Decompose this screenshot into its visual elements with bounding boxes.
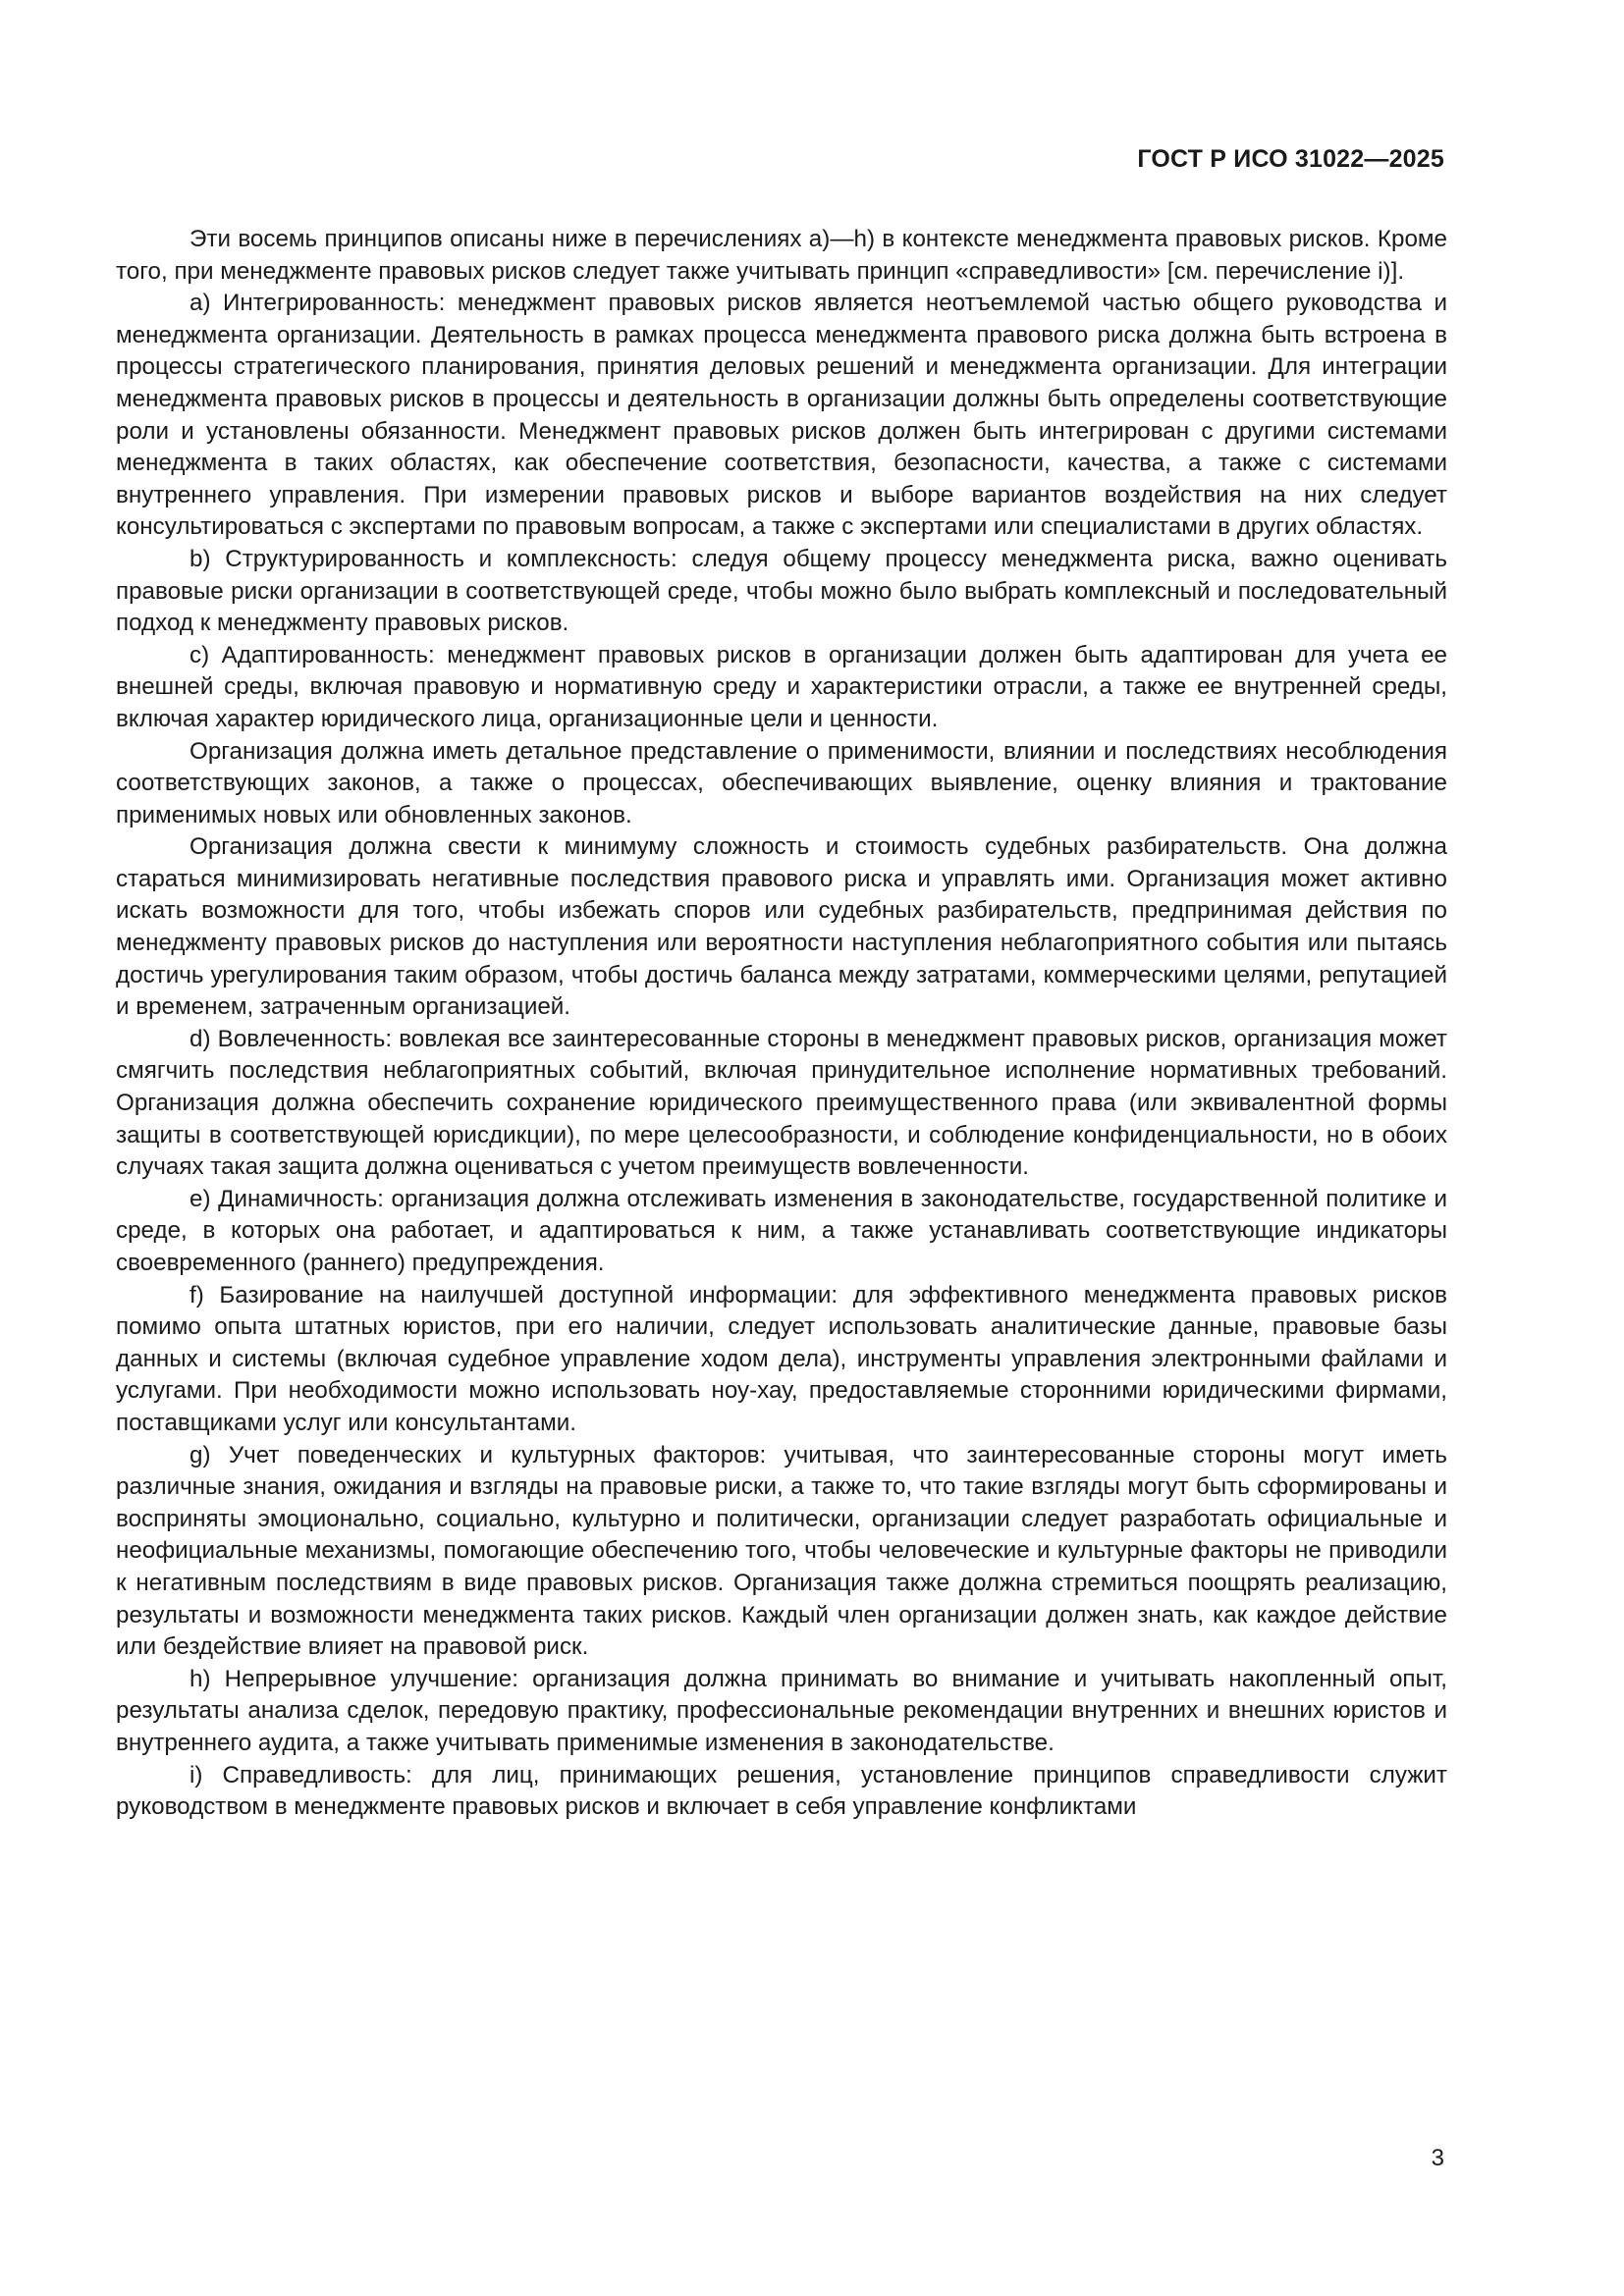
paragraph-a-integration: a) Интегрированность: менеджмент правовых рисков является неотъемлемой частью общего руководства и менеджмента организации. Деятельность в рамках процесса менеджмента правового риска должна быть встроена в процессы стратегического планирования, принятия деловых решений и менеджмента организации. Для интеграции менеджмента правовых рисков в процессы и деятельность в организации должны быть определены соответствующие роли и установлены обязанности. Менеджмент правовых рисков должен быть интегрирован с другими системами менеджмента в таких областях, как обеспечение соответствия, безопасности, качества, а также с системами внутреннего управления. При измерении правовых рисков и выборе вариантов воздействия на них следует консультироваться с экспертами по правовым вопросам, а также с экспертами или специалистами в других областях. xyxy=(116,290,1447,541)
paragraph-h-improvement: h) Непрерывное улучшение: организация должна принимать во внимание и учитывать накопленный опыт, результаты анализа сделок, передовую практику, профессиональные рекомендации внутренних и внешних юристов и внутреннего аудита, а также учитывать применимые изменения в законодательстве. xyxy=(116,1665,1447,1756)
paragraph-g-human-factors: g) Учет поведенческих и культурных факторов: учитывая, что заинтересованные стороны могут иметь различные знания, ожидания и взгляды на правовые риски, а также то, что такие взгляды могут быть сформированы и восприняты эмоционально, социально, культурно и политически, организации следует разработать официальные и неофициальные механизмы, помогающие обеспечению того, чтобы человеческие и культурные факторы не приводили к негативным последствиям в виде правовых рисков. Организация также должна стремиться поощрять реализацию, результаты и возможности менеджмента таких рисков. Каждый член организации должен знать, как каждое действие или бездействие влияет на правовой риск. xyxy=(116,1441,1447,1661)
paragraph-f-best-information: f) Базирование на наилучшей доступной информации: для эффективного менеджмента правовых рисков помимо опыта штатных юристов, при его наличии, следует использовать аналитические данные, правовые базы данных и системы (включая судебное управление ходом дела), инструменты управления электронными файлами и услугами. При необходимости можно использовать ноу-хау, предоставляемые сторонними юридическими фирмами, поставщиками услуг или консультантами. xyxy=(116,1281,1447,1436)
paragraph-d-involvement: d) Вовлеченность: вовлекая все заинтересованные стороны в менеджмент правовых рисков, организация может смягчить последствия неблагоприятных событий, включая принудительное исполнение нормативных требований. Организация должна обеспечить сохранение юридического преимущественного права (или эквивалентной формы защиты в соответствующей юрисдикции), по мере целесообразности, и соблюдение конфиденциальности, но в обоих случаях такая защита должна оцениваться с учетом преимуществ вовлеченности. xyxy=(116,1025,1447,1181)
paragraph-i-fairness: i) Справедливость: для лиц, принимающих решения, установление принципов справедливости служит руководством в менеджменте правовых рисков и включает в себя управление конфликтами xyxy=(116,1761,1447,1821)
paragraph-e-dynamism: e) Динамичность: организация должна отслеживать изменения в законодательстве, государственной политике и среде, в которых она работает, и адаптироваться к ним, а также устанавливать соответствующие индикаторы своевременного (раннего) предупреждения. xyxy=(116,1185,1447,1276)
page-number: 3 xyxy=(1431,2145,1444,2171)
standard-designation: ГОСТ Р ИСО 31022—2025 xyxy=(1137,145,1444,173)
body-text xyxy=(116,224,1447,1824)
paragraph-b-structure: b) Структурированность и комплексность: следуя общему процессу менеджмента риска, важно оценивать правовые риски организации в соответствующей среде, чтобы можно было выбрать комплексный и последовательный подход к менеджменту правовых рисков. xyxy=(116,545,1447,637)
paragraph-c-applicability: Организация должна иметь детальное представление о применимости, влиянии и последствиях несоблюдения соответствующих законов, а также о процессах, обеспечивающих выявление, оценку влияния и трактование применимых новых или обновленных законов. xyxy=(116,737,1447,828)
paragraph-c-litigation: Организация должна свести к минимуму сложность и стоимость судебных разбирательств. Она должна стараться минимизировать негативные последствия правового риска и управлять ими. Организация может активно искать возможности для того, чтобы избежать споров или судебных разбирательств, предпринимая действия по менеджменту правовых рисков до наступления или вероятности наступления неблагоприятного события или пытаясь достичь урегулирования таким образом, чтобы достичь баланса между затратами, коммерческими целями, репутацией и временем, затраченным организацией. xyxy=(116,833,1447,1021)
paragraph-intro: Эти восемь принципов описаны ниже в перечислениях a)—h) в контексте менеджмента правовых рисков. Кроме того, при менеджменте правовых рисков следует также учитывать принцип «справедливости» [см. перечисление i)]. xyxy=(116,226,1447,285)
paragraph-c-adaptation: c) Адаптированность: менеджмент правовых рисков в организации должен быть адаптирован для учета ее внешней среды, включая правовую и нормативную среду и характеристики отрасли, а также ее внутренней среды, включая характер юридического лица, организационные цели и ценности. xyxy=(116,641,1447,732)
